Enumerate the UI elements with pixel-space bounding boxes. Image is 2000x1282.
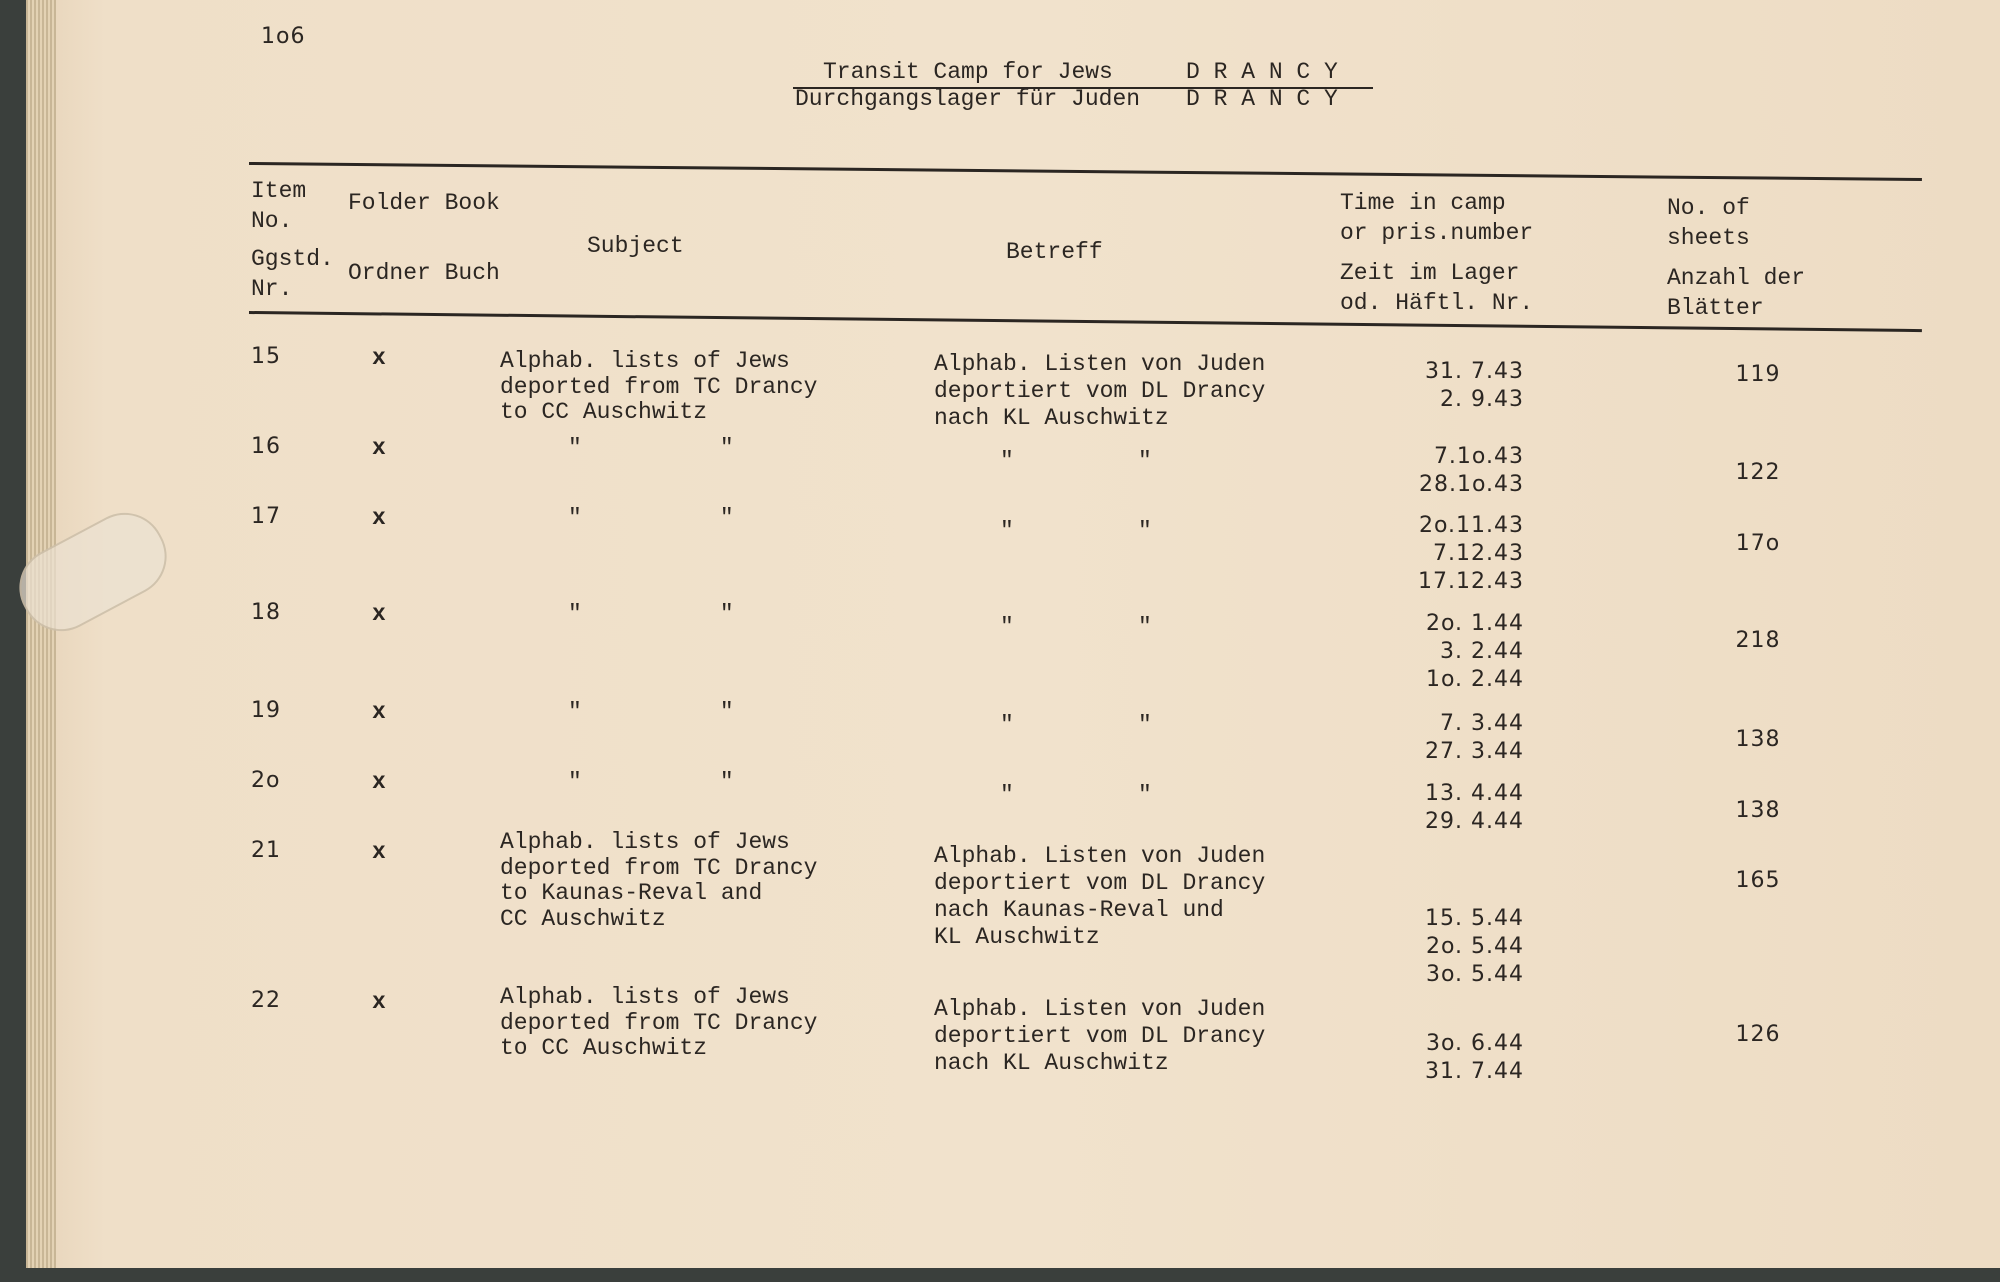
dates: 3o. 6.44 31. 7.44 [1425, 1031, 1524, 1084]
header-folder-de: Ordner Buch [348, 260, 500, 286]
dates: 7. 3.44 27. 3.44 [1425, 711, 1524, 764]
header-item-en: Item No. [251, 178, 307, 234]
item-number: 19 [251, 698, 281, 723]
item-number: 22 [251, 988, 281, 1013]
folder-mark: x [372, 769, 386, 795]
sheet-count: 122 [1735, 460, 1781, 485]
header-sheets-de: Anzahl der Blätter [1667, 265, 1806, 321]
betreff-ditto: " " [1000, 712, 1152, 738]
betreff-ditto: " " [1000, 614, 1152, 640]
folder-mark: x [372, 699, 386, 725]
header-folder-en: Folder Book [348, 190, 500, 216]
folder-mark: x [372, 839, 386, 865]
folder-mark: x [372, 435, 386, 461]
subject-text: Alphab. lists of Jews deported from TC Drancy to CC Auschwitz [500, 984, 818, 1061]
folder-mark: x [372, 505, 386, 531]
header-item-de: Ggstd. Nr. [251, 246, 334, 302]
dates: 13. 4.44 29. 4.44 [1425, 781, 1524, 834]
subject-ditto: " " [568, 435, 734, 461]
item-number: 15 [251, 344, 281, 369]
betreff-ditto: " " [1000, 448, 1152, 474]
item-number: 21 [251, 838, 281, 863]
subject-ditto: " " [568, 699, 734, 725]
dates: 15. 5.44 2o. 5.44 3o. 5.44 [1425, 906, 1524, 987]
subject-text: Alphab. lists of Jews deported from TC Drancy to Kaunas-Reval and CC Auschwitz [500, 829, 818, 932]
sheet-count: 165 [1735, 868, 1781, 893]
item-number: 2o [251, 768, 281, 793]
folder-mark: x [372, 989, 386, 1015]
sheet-count: 218 [1735, 628, 1781, 653]
item-number: 16 [251, 434, 281, 459]
betreff-text: Alphab. Listen von Juden deportiert vom DL Drancy nach KL Auschwitz [934, 996, 1266, 1076]
subject-ditto: " " [568, 769, 734, 795]
betreff-ditto: " " [1000, 782, 1152, 808]
sheet-count: 138 [1735, 727, 1781, 752]
title-camp-english: D R A N C Y [1186, 59, 1338, 85]
item-number: 17 [251, 504, 281, 529]
header-sheets-en: No. of sheets [1667, 195, 1750, 251]
sheet-count: 17o [1735, 531, 1781, 556]
title-english: Transit Camp for Jews [823, 59, 1113, 85]
header-subject: Subject [587, 233, 684, 259]
betreff-ditto: " " [1000, 518, 1152, 544]
header-time-en: Time in camp or pris.number [1340, 190, 1534, 246]
betreff-text: Alphab. Listen von Juden deportiert vom DL Drancy nach KL Auschwitz [934, 351, 1266, 431]
header-time-de: Zeit im Lager od. Häftl. Nr. [1340, 260, 1534, 316]
sheet-count: 126 [1735, 1022, 1781, 1047]
betreff-text: Alphab. Listen von Juden deportiert vom DL Drancy nach Kaunas-Reval und KL Auschwitz [934, 843, 1266, 950]
page-number: 1o6 [261, 24, 306, 49]
folder-mark: x [372, 345, 386, 371]
folder-mark: x [372, 601, 386, 627]
item-number: 18 [251, 600, 281, 625]
sheet-count: 138 [1735, 798, 1781, 823]
subject-ditto: " " [568, 505, 734, 531]
title-camp-german: D R A N C Y [1186, 86, 1338, 112]
subject-text: Alphab. lists of Jews deported from TC Drancy to CC Auschwitz [500, 348, 818, 425]
subject-ditto: " " [568, 601, 734, 627]
dates: 2o.11.43 7.12.43 17.12.43 [1418, 513, 1524, 594]
title-german: Durchgangslager für Juden [795, 86, 1141, 112]
sheet-count: 119 [1735, 362, 1781, 387]
header-betreff: Betreff [1006, 239, 1103, 265]
dates: 7.1o.43 28.1o.43 [1418, 444, 1524, 497]
dates: 31. 7.43 2. 9.43 [1425, 359, 1524, 412]
page-stack-edge [26, 0, 56, 1268]
dates: 2o. 1.44 3. 2.44 1o. 2.44 [1425, 611, 1524, 692]
